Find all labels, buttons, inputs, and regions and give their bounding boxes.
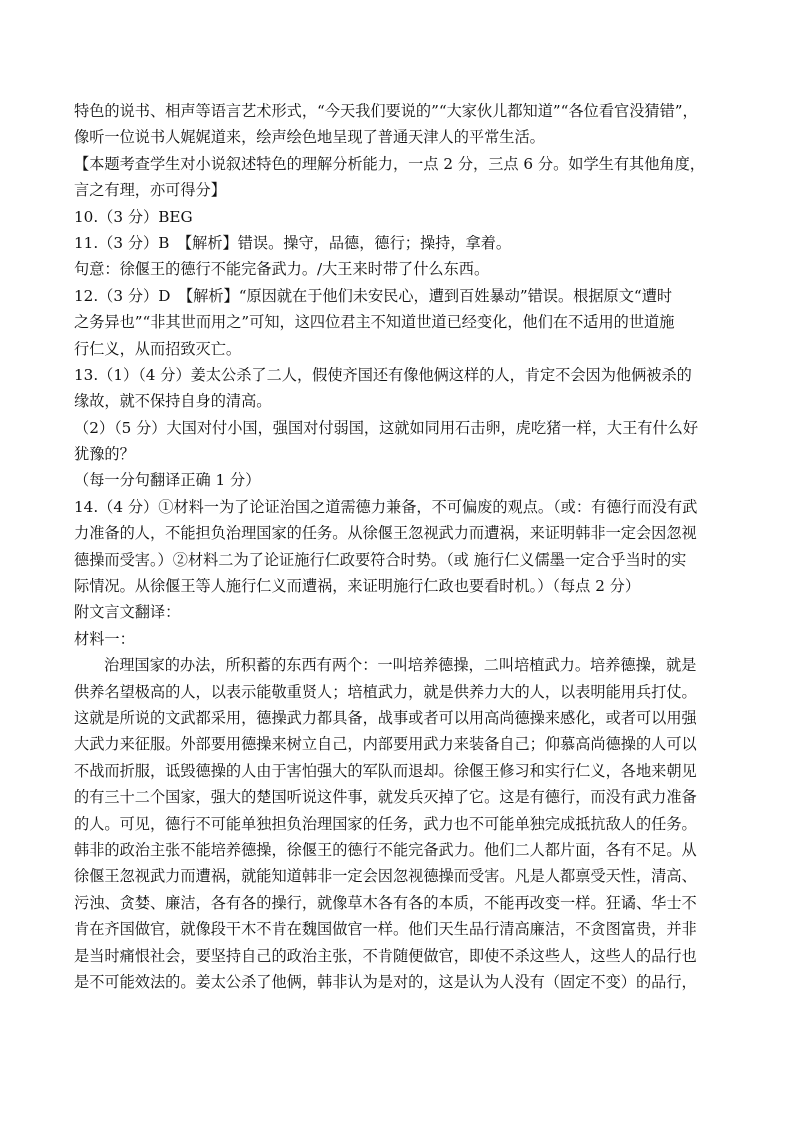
text-line: 不战而折服，诋毁德操的人由于害怕强大的军队而退却。徐偃王修习和实行仁义，各地来朝见	[74, 761, 697, 780]
text-line: 14.（4 分）①材料一为了论证治国之道需德力兼备，不可偏废的观点。（或：有德行而没有武	[74, 497, 698, 516]
text-line: （2）（5 分）大国对付小国，强国对付弱国，这就如同用石击卵，虎吃猪一样，大王有什么好	[74, 418, 699, 437]
text-line: 12.（3 分）D 【解析】“原因就在于他们未安民心，遭到百姓暴动”错误。根据原文“遭时	[74, 286, 673, 305]
text-line: 像听一位说书人娓娓道来，绘声绘色地呈现了普通天津人的平常生活。	[74, 128, 545, 147]
text-line: 11.（3 分）B 【解析】错误。操守，品德，德行；操持，拿着。	[74, 233, 512, 252]
text-line: 10.（3 分）BEG	[74, 207, 193, 226]
text-line: 肯在齐国做官，就像段干木不肯在魏国做官一样。他们天生品行清高廉洁，不贪图富贵，并非	[74, 920, 697, 939]
text-line: 这就是所说的文武都采用，德操武力都具备，战事或者可以用高尚德操来感化，或者可以用强	[74, 708, 697, 727]
text-line: （每一分句翻译正确 1 分）	[74, 471, 261, 490]
text-line: 供养名望极高的人，以表示能敬重贤人；培植武力，就是供养力大的人，以表明能用兵打仗。	[74, 682, 697, 701]
text-line: 句意：徐偃王的德行不能完备武力。/大王来时带了什么东西。	[74, 260, 490, 279]
text-line: 特色的说书、相声等语言艺术形式，“今天我们要说的”“大家伙儿都知道”“各位看官没猜错”，	[74, 102, 698, 120]
text-line: 治理国家的办法，所积蓄的东西有两个：一叫培养德操，二叫培植武力。培养德操，就是	[104, 656, 697, 675]
text-line: 【本题考查学生对小说叙述特色的理解分析能力，一点 2 分，三点 6 分。如学生有其他角度，	[74, 154, 705, 173]
text-line: 的人。可见，德行不可能单独担负治理国家的任务，武力也不可能单独完成抵抗敌人的任务。	[74, 814, 697, 833]
text-line: 行仁义，从而招致灭亡。	[74, 339, 242, 358]
text-line: 徐偃王忽视武力而遭祸，就能知道韩非一定会因忽视德操而受害。凡是人都禀受天性，清高、	[74, 867, 697, 886]
document-page	[74, 98, 734, 995]
text-line: 大武力来征服。外部要用德操来树立自己，内部要用武力来装备自己；仰慕高尚德操的人可以	[74, 735, 697, 754]
text-line: 材料一：	[74, 629, 135, 648]
text-line: 是当时痛恨社会，要坚持自己的政治主张，不肯随便做官，即使不杀这些人，这些人的品行也	[74, 946, 697, 965]
text-line: 言之有理，亦可得分】	[74, 181, 226, 200]
text-line: 缘故，就不保持自身的清高。	[74, 392, 272, 411]
text-line: 力准备的人，不能担负治理国家的任务。从徐偃王忽视武力而遭祸，来证明韩非一定会因忽视	[74, 524, 697, 543]
text-line: 的有三十二个国家，强大的楚国听说这件事，就发兵灭掉了它。这是有德行，而没有武力准备	[74, 788, 697, 807]
text-line: 之务异也”“非其世而用之”可知，这四位君主不知道世道已经变化，他们在不适用的世道施	[74, 313, 675, 332]
text-line: 际情况。从徐偃王等人施行仁义而遭祸，来证明施行仁政也要看时机。）（每点 2 分）	[74, 577, 641, 596]
text-line: 德操而受害。）②材料二为了论证施行仁政要符合时势。（或 施行仁义儒墨一定合乎当时的实	[74, 550, 687, 569]
text-line: 是不可能效法的。姜太公杀了他俩，韩非认为是对的，这是认为人没有（固定不变）的品行，	[74, 972, 697, 991]
text-line: 污浊、贪婪、廉洁，各有各的操行，就像草木各有各的本质，不能再改变一样。狂谲、华士不	[74, 893, 697, 912]
text-line: 犹豫的？	[74, 445, 135, 464]
text-line: 13.（1）（4 分）姜太公杀了二人，假使齐国还有像他俩这样的人，肯定不会因为他俩被杀的	[74, 365, 692, 384]
text-line: 附文言文翻译：	[74, 603, 181, 622]
text-line: 韩非的政治主张不能培养德操，徐偃王的德行不能完备武力。他们二人都片面，各有不足。从	[74, 840, 697, 859]
